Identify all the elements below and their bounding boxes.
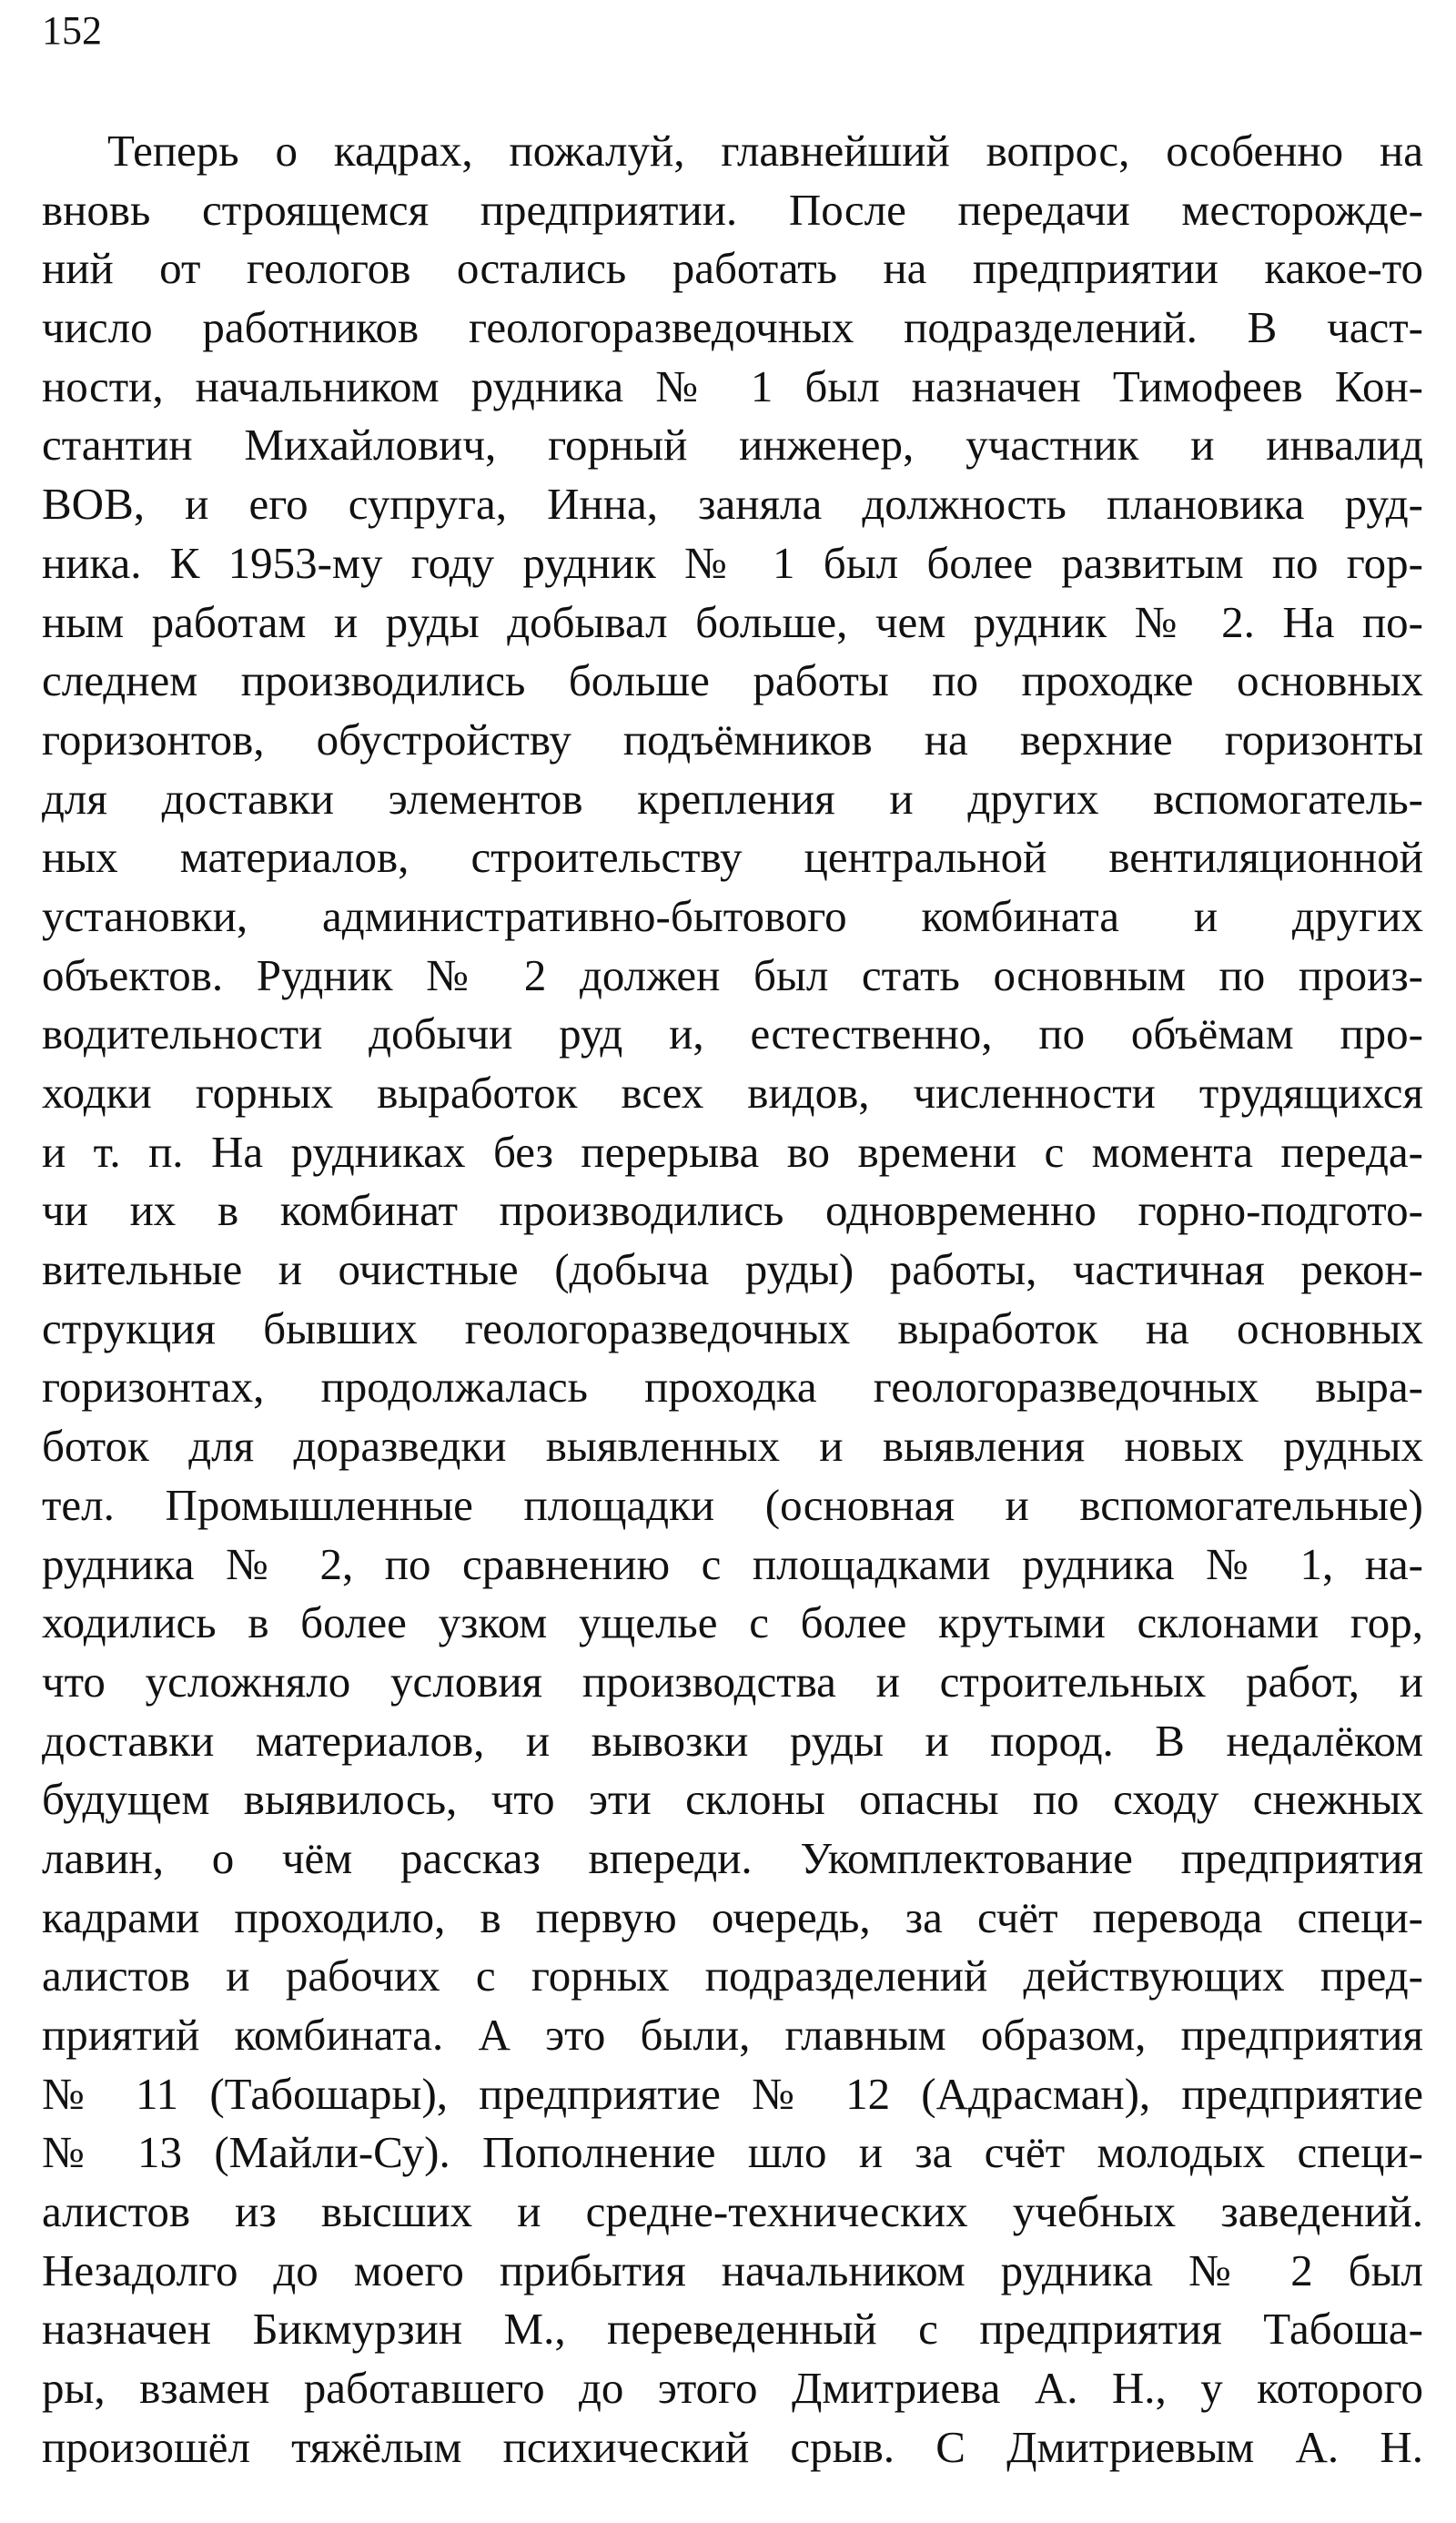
text-line: доставки материалов, и вывозки руды и пород. В недалёком	[42, 1715, 1423, 1766]
text-line: № 13 (Майли-Су). Пополнение шло и за счёт молодых специ-	[42, 2127, 1423, 2178]
text-line: водительности добычи руд и, естественно, по объёмам про-	[42, 1008, 1423, 1059]
text-line: чи их в комбинат производились одновременно горно-подгото-	[42, 1185, 1423, 1236]
text-line: установки, административно-бытового комбината и других	[42, 890, 1423, 941]
text-line: лавин, о чём рассказ впереди. Укомплектование предприятия	[42, 1832, 1423, 1883]
text-line: ходились в более узком ущелье с более крутыми склонами гор,	[42, 1597, 1423, 1648]
text-line: Теперь о кадрах, пожалуй, главнейший вопрос, особенно на	[107, 126, 1423, 176]
text-line: боток для доразведки выявленных и выявления новых рудных	[42, 1421, 1423, 1472]
text-line: объектов. Рудник № 2 должен был стать основным по произ-	[42, 949, 1423, 1000]
text-line: ности, начальником рудника № 1 был назначен Тимофеев Кон-	[42, 360, 1423, 411]
text-line: будущем выявилось, что эти склоны опасны по сходу снежных	[42, 1774, 1423, 1825]
text-line: число работников геологоразведочных подразделений. В част-	[42, 302, 1423, 353]
text-line: горизонтов, обустройству подъёмников на верхние горизонты	[42, 714, 1423, 765]
body-text	[42, 122, 1423, 2477]
text-line: и т. п. На рудниках без перерыва во времени с момента переда-	[42, 1126, 1423, 1177]
text-line: ных материалов, строительству центральной вентиляционной	[42, 832, 1423, 883]
text-line: ным работам и руды добывал больше, чем рудник № 2. На по-	[42, 596, 1423, 647]
text-line: алистов из высших и средне-технических учебных заведений.	[42, 2186, 1423, 2237]
text-line: следнем производились больше работы по проходке основных	[42, 655, 1423, 706]
text-line: струкция бывших геологоразведочных выработок на основных	[42, 1302, 1423, 1353]
text-line: алистов и рабочих с горных подразделений действующих пред-	[42, 1951, 1423, 2001]
text-line: № 11 (Табошары), предприятие № 12 (Адрасман), предприятие	[42, 2068, 1423, 2119]
text-line: что усложняло условия производства и строительных работ, и	[42, 1656, 1423, 1707]
text-line: вновь строящемся предприятии. После передачи месторожде-	[42, 184, 1423, 235]
text-line: горизонтах, продолжалась проходка геологоразведочных выра-	[42, 1362, 1423, 1413]
text-line: тел. Промышленные площадки (основная и вспомогательные)	[42, 1479, 1423, 1530]
page-number: 152	[42, 8, 102, 53]
text-line: стантин Михайлович, горный инженер, участник и инвалид	[42, 420, 1423, 471]
text-line: приятий комбината. А это были, главным образом, предприятия	[42, 2010, 1423, 2060]
text-line: ний от геологов остались работать на предприятии какое-то	[42, 243, 1423, 294]
text-line: рудника № 2, по сравнению с площадками рудника № 1, на-	[42, 1538, 1423, 1589]
text-line: ника. К 1953-му году рудник № 1 был более развитым по гор-	[42, 537, 1423, 588]
text-line: назначен Бикмурзин М., переведенный с предприятия Табоша-	[42, 2304, 1423, 2355]
text-line: Незадолго до моего прибытия начальником рудника № 2 был	[42, 2244, 1423, 2295]
text-line: ВОВ, и его супруга, Инна, заняла должность плановика руд-	[42, 479, 1423, 530]
text-line: ры, взамен работавшего до этого Дмитриева А. Н., у которого	[42, 2363, 1423, 2414]
text-line: произошёл тяжёлым психический срыв. С Дмитриевым А. Н.	[42, 2421, 1423, 2472]
text-line: ходки горных выработок всех видов, численности трудящихся	[42, 1068, 1423, 1118]
text-line: кадрами проходило, в первую очередь, за счёт перевода специ-	[42, 1891, 1423, 1942]
text-line: для доставки элементов крепления и других вспомогатель-	[42, 773, 1423, 824]
text-line: вительные и очистные (добыча руды) работы, частичная рекон-	[42, 1244, 1423, 1295]
